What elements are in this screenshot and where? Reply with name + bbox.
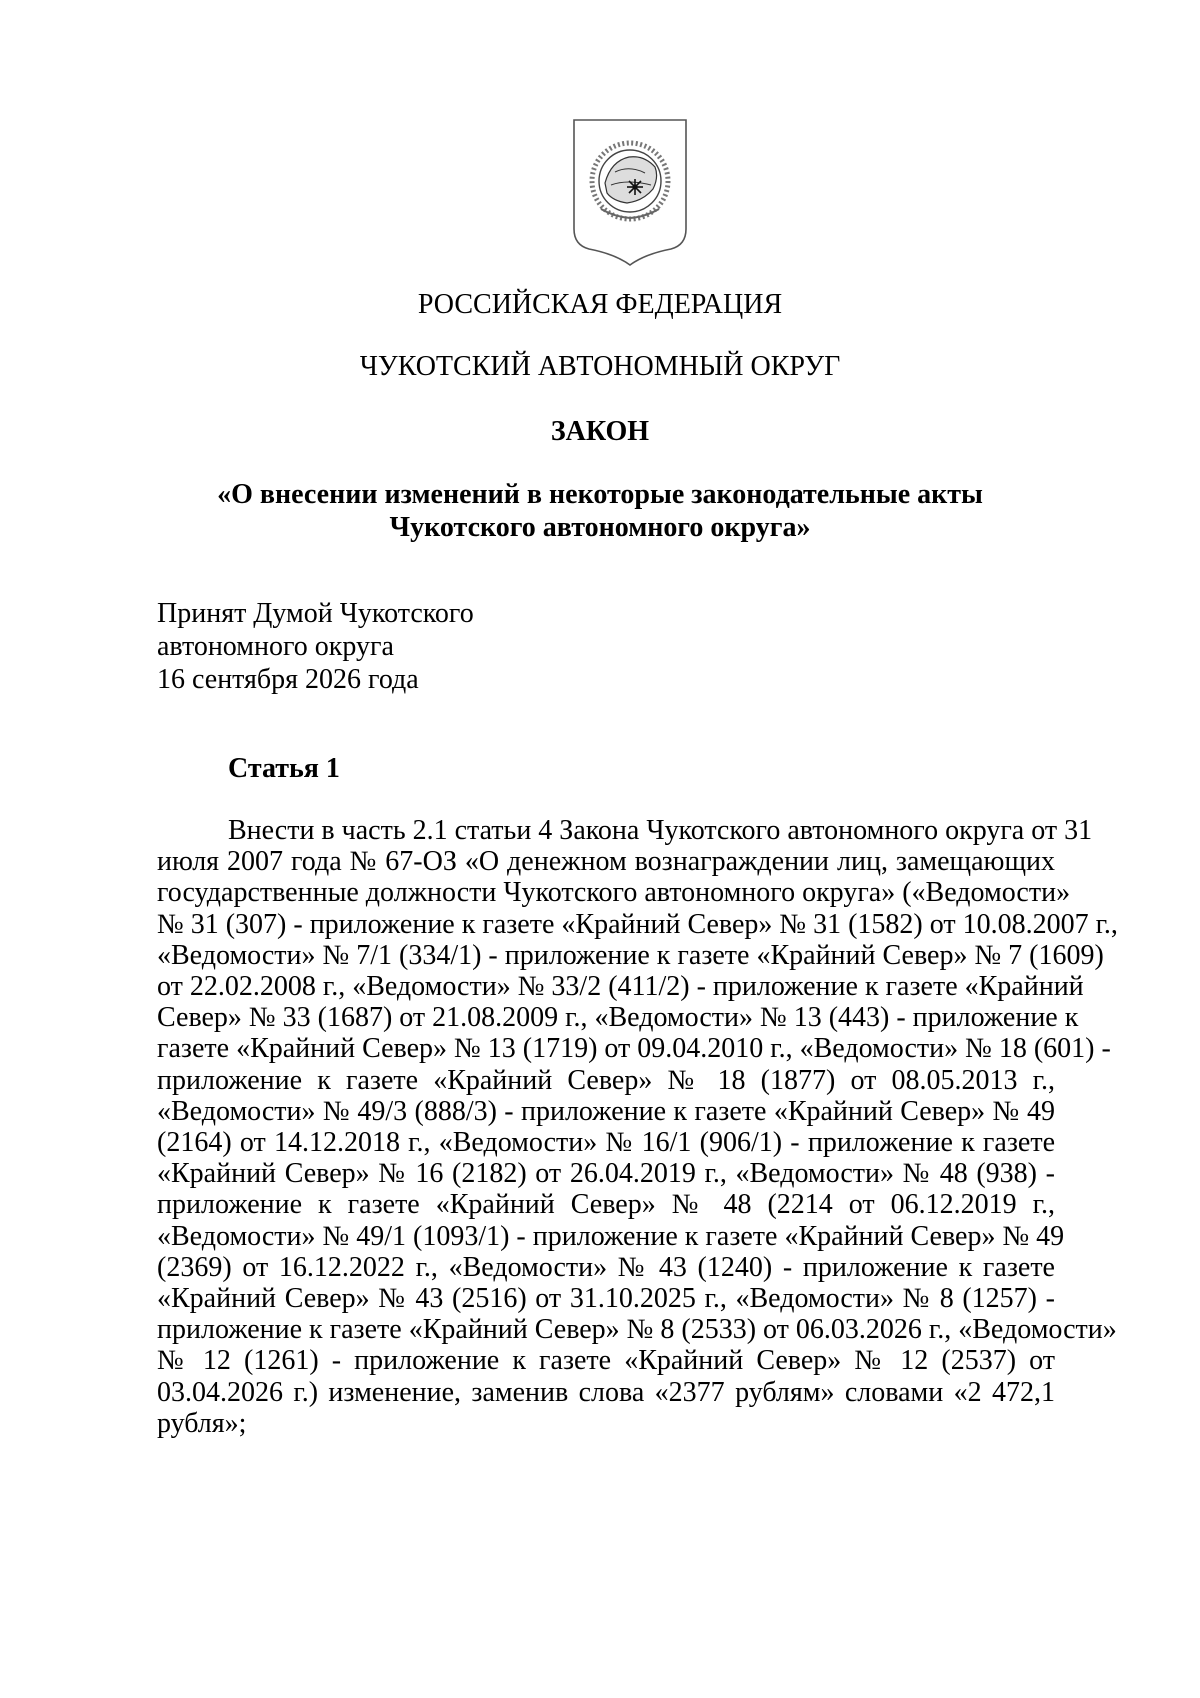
adoption-note (157, 597, 474, 696)
article-line: № 31 (307) - приложение к газете «Крайний Север» № 31 (1582) от 10.08.2007 г., (157, 908, 1118, 940)
law-title (150, 478, 1050, 544)
article-line: № 12 (1261) - приложение к газете «Крайний Север» № 12 (2537) от (157, 1345, 1055, 1377)
article-line: «Ведомости» № 49/1 (1093/1) - приложение к газете «Крайний Север» № 49 (157, 1220, 1065, 1252)
article-line: «Ведомости» № 49/3 (888/3) - приложение к газете «Крайний Север» № 49 (157, 1095, 1055, 1127)
article-line: приложение к газете «Крайний Север» № 48 (2214 от 06.12.2019 г., (157, 1189, 1055, 1221)
article-line: от 22.02.2008 г., «Ведомости» № 33/2 (411/2) - приложение к газете «Крайний (157, 971, 1084, 1003)
law-title-line: «О внесении изменений в некоторые законодательные акты (217, 479, 983, 510)
article-line: (2164) от 14.12.2018 г., «Ведомости» № 16/1 (906/1) - приложение к газете (157, 1127, 1055, 1159)
article-line: (2369) от 16.12.2022 г., «Ведомости» № 43 (1240) - приложение к газете (157, 1251, 1055, 1283)
article-line: рубля»; (157, 1407, 247, 1439)
article-line: приложение к газете «Крайний Север» № 18 (1877) от 08.05.2013 г., (157, 1064, 1055, 1096)
article-line: июля 2007 года № 67-ОЗ «О денежном вознаграждении лиц, замещающих (157, 846, 1055, 878)
article-line: Север» № 33 (1687) от 21.08.2009 г., «Ведомости» № 13 (443) - приложение к (157, 1002, 1079, 1034)
country-name: РОССИЙСКАЯ ФЕДЕРАЦИЯ (417, 289, 783, 320)
article-line: приложение к газете «Крайний Север» № 8 (2533) от 06.03.2026 г., «Ведомости» (157, 1314, 1117, 1346)
law-title-line: Чукотского автономного округа» (389, 512, 811, 543)
adoption-date: 16 сентября 2026 года (157, 664, 419, 695)
article-body (157, 815, 1118, 1439)
article-heading: Статья 1 (228, 753, 340, 784)
article-line: 03.04.2026 г.) изменение, заменив слова «2377 рублям» словами «2 472,1 (157, 1376, 1055, 1408)
article-line: «Ведомости» № 7/1 (334/1) - приложение к газете «Крайний Север» № 7 (1609) (157, 939, 1104, 971)
region-name: ЧУКОТСКИЙ АВТОНОМНЫЙ ОКРУГ (359, 351, 841, 382)
article-line: государственные должности Чукотского автономного округа» («Ведомости» (157, 877, 1071, 909)
article-line: «Крайний Север» № 16 (2182) от 26.04.2019 г., «Ведомости» № 48 (938) - (157, 1158, 1055, 1190)
article-line: Внести в часть 2.1 статьи 4 Закона Чукотского автономного округа от 31 (228, 815, 1093, 846)
article-line: «Крайний Север» № 43 (2516) от 31.10.2025 г., «Ведомости» № 8 (1257) - (157, 1283, 1055, 1315)
article-line: газете «Крайний Север» № 13 (1719) от 09.04.2010 г., «Ведомости» № 18 (601) - (157, 1033, 1111, 1065)
document-type: ЗАКОН (550, 416, 650, 447)
coat-of-arms-emblem (571, 117, 689, 267)
adoption-line: Принят Думой Чукотского (157, 598, 474, 629)
adoption-line: автономного округа (157, 631, 394, 662)
